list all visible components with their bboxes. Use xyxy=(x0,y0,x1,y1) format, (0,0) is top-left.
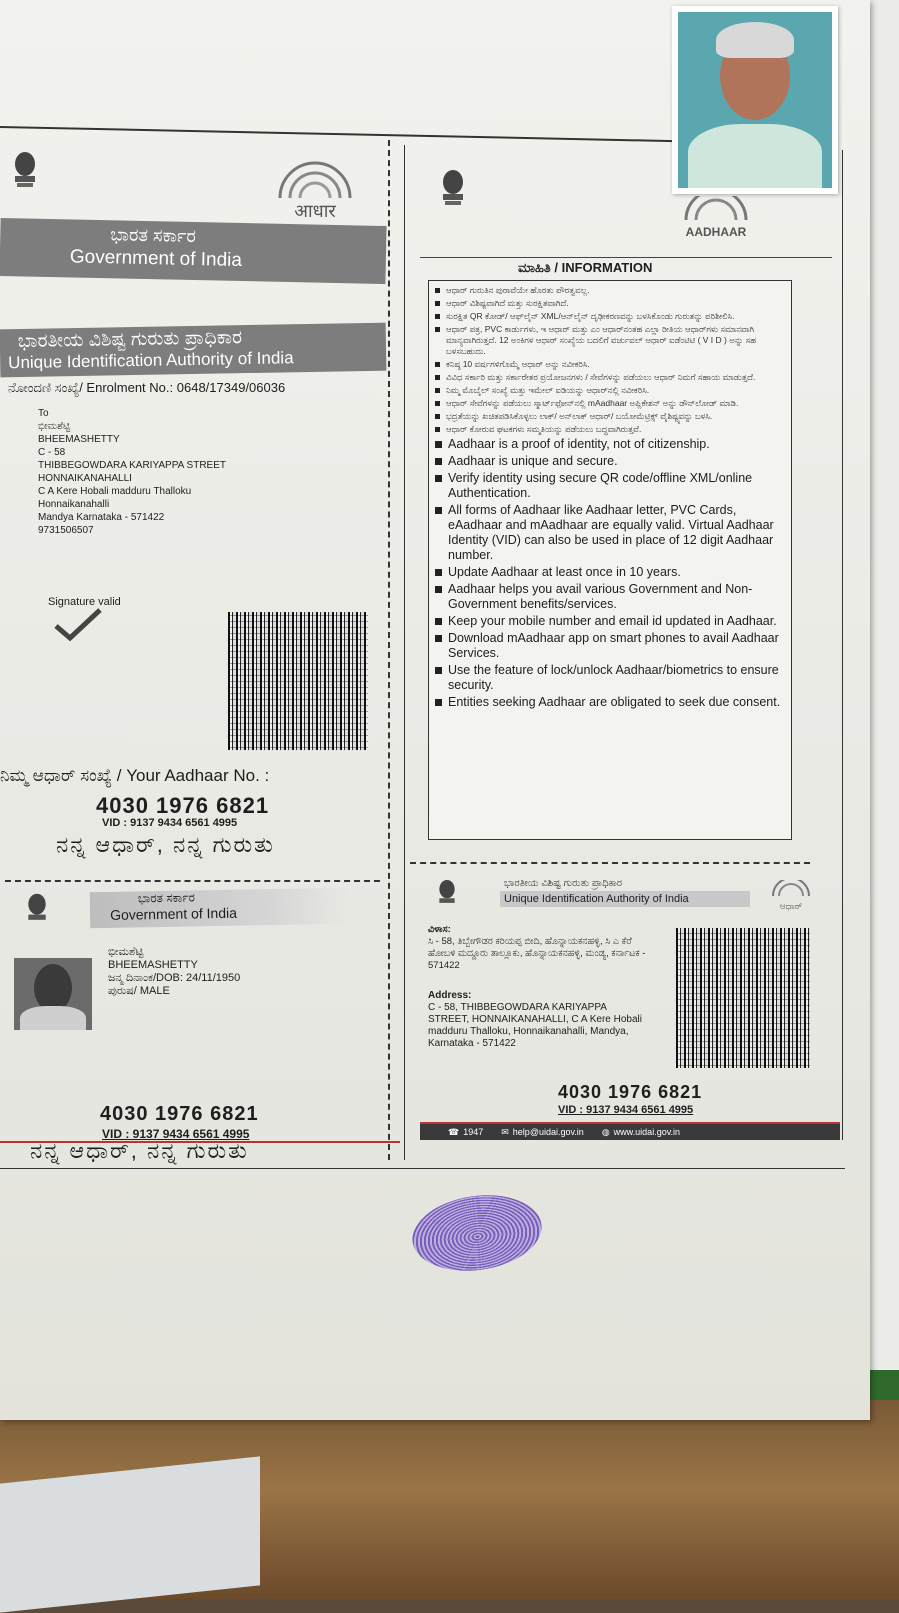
address-line: ಭೀಮಶೆಟ್ಟಿ xyxy=(38,421,71,432)
uidai-banner xyxy=(0,323,386,378)
address-kannada-label: ವಿಳಾಸ: xyxy=(428,924,451,935)
list-item: ವಿವಿಧ ಸರ್ಕಾರಿ ಮತ್ತು ಸರ್ಕಾರೇತರ ಪ್ರಯೋಜನಗಳು / ಸೇವೆಗಳನ್ನು ಪಡೆಯಲು ಆಧಾರ್ ನಿಮಗೆ ಸಹಾಯ ಮಾಡುತ್ತದೆ. xyxy=(435,372,785,383)
holder-gender: ಪುರುಷ/ MALE xyxy=(108,985,170,997)
fold-line-vertical xyxy=(388,140,390,1160)
govt-english: Government of India xyxy=(69,246,243,272)
list-item: ಭದ್ರತೆಯನ್ನು ಖಚಿತಪಡಿಸಿಕೊಳ್ಳಲು ಲಾಕ್/ ಅನ್‌ಲಾಕ್ ಆಧಾರ್/ ಬಯೋಮೆಟ್ರಿಕ್ಸ್ ವೈಶಿಷ್ಟ್ಯವನ್ನು ಬಳಸಿ. xyxy=(435,411,785,422)
list-item: Verify identity using secure QR code/offline XML/online Authentication. xyxy=(435,471,785,501)
card-tagline: ನನ್ನ ಆಧಾರ್, ನನ್ನ ಗುರುತು xyxy=(30,1138,249,1163)
contact-phone: 1947 xyxy=(463,1127,484,1137)
card-uidai-kannada: ಭಾರತೀಯ ವಿಶಿಷ್ಟ ಗುರುತು ಪ್ರಾಧಿಕಾರ xyxy=(504,878,623,889)
holder-name-kannada: ಭೀಮಶೆಟ್ಟಿ xyxy=(108,946,144,958)
address-kannada-text: ಸಿ - 58, ತಿಬ್ಬೇಗೌಡರ ಕರಿಯಪ್ಪ ಬೀದಿ, ಹೊನ್ನಾಯಕನಹಳ್ಳಿ, ಸಿ ಎ ಕೆರೆ ಹೋಬಳಿ ಮದ್ದೂರು ತಾಲ್ಲೂಕು, ಹೊನ್ನಾಯಕನಹಳ್ಳಿ, ಮಂಡ್ಯ, ಕರ್ನಾಟಕ - 571422 xyxy=(428,936,646,971)
holder-dob: ಜನ್ಮ ದಿನಾಂಕ/DOB: 24/11/1950 xyxy=(108,972,241,984)
list-item: ಆಧಾರ್ ಗುರುತಿನ ಪುರಾವೆಯೇ ಹೊರತು ಪೌರತ್ವವಲ್ಲ. xyxy=(435,285,785,296)
aadhaar-logo-icon xyxy=(270,160,360,220)
card-contact-bar xyxy=(420,1122,840,1140)
tagline: ನನ್ನ ಆಧಾರ್, ನನ್ನ ಗುರುತು xyxy=(56,832,275,857)
holder-name: BHEEMASHETTY xyxy=(108,959,198,971)
list-item: ನಿಮ್ಮ ಮೊಬೈಲ್ ಸಂಖ್ಯೆ ಮತ್ತು ಇಮೇಲ್ ಐಡಿಯನ್ನು ಆಧಾರ್‌ನಲ್ಲಿ ನವೀಕರಿಸಿ. xyxy=(435,385,785,396)
cloth xyxy=(0,1456,260,1612)
list-item: Aadhaar is unique and secure. xyxy=(435,454,785,469)
portrait-photo xyxy=(678,12,832,188)
card-uidai-english: Unique Identification Authority of India xyxy=(500,891,750,907)
kannada-points xyxy=(435,285,785,435)
english-points xyxy=(435,437,785,710)
qr-code xyxy=(228,612,368,750)
card-govt-kannada: ಭಾರತ ಸರ್ಕಾರ xyxy=(137,890,195,906)
cut-line-left xyxy=(5,880,380,882)
card-logo-text: ಆಧಾರ್ xyxy=(779,901,803,911)
list-item: Aadhaar is a proof of identity, not of citizenship. xyxy=(435,437,785,452)
card-aadhaar-number: 4030 1976 6821 xyxy=(100,1103,259,1125)
contact-email: help@uidai.gov.in xyxy=(512,1127,584,1137)
contact-website: www.uidai.gov.in xyxy=(613,1127,681,1137)
checkmark-icon xyxy=(48,608,108,642)
signature-block xyxy=(48,596,168,647)
address-line: C A Kere Hobali madduru Thalloku xyxy=(38,486,192,497)
list-item: All forms of Aadhaar like Aadhaar letter, PVC Cards, eAadhaar and mAadhaar are equally valid. Virtual Aadhaar Identity (VID) can also be used in place of 12 digit Aadhaar number. xyxy=(435,503,785,563)
card-uidai-header xyxy=(500,878,750,907)
ashoka-emblem-icon xyxy=(434,878,468,924)
list-item: Keep your mobile number and email id updated in Aadhaar. xyxy=(435,614,785,629)
card-aadhaar-logo-icon xyxy=(766,880,816,912)
photo-print xyxy=(672,6,838,194)
govt-kannada: ಭಾರತ ಸರ್ಕಾರ xyxy=(110,224,197,247)
aadhaar-logo-text: आधार xyxy=(294,201,336,221)
uidai-english: Unique Identification Authority of India xyxy=(8,348,294,373)
card-govt-english: Government of India xyxy=(109,904,238,923)
enrolment-number xyxy=(8,380,388,396)
recipient-address xyxy=(38,407,278,537)
aadhaar-number: 4030 1976 6821 xyxy=(96,793,270,818)
card-govt-banner xyxy=(90,888,351,929)
list-item: ಸುರಕ್ಷಿತ QR ಕೋಡ್/ ಆಫ್‌ಲೈನ್ XML/ಆನ್‌ಲೈನ್ ದೃಢೀಕರಣವನ್ನು ಬಳಸಿಕೊಂಡು ಗುರುತನ್ನು ಪರಿಶೀಲಿಸಿ. xyxy=(435,311,785,322)
divider-line xyxy=(404,145,405,1160)
card-address-english xyxy=(428,990,648,1050)
enrolment-value: 0648/17349/06036 xyxy=(176,380,286,395)
your-aadhaar-label: ನಿಮ್ಮ ಆಧಾರ್ ಸಂಖ್ಯೆ / Your Aadhaar No. : xyxy=(0,766,270,785)
card-back-vid-number: VID : 9137 9434 6561 4995 xyxy=(558,1104,694,1116)
card-holder-details xyxy=(108,946,240,998)
list-item: ಆಧಾರ್ ಸೇವೆಗಳನ್ನು ಪಡೆಯಲು ಸ್ಮಾರ್ಟ್‌ಫೋನ್‌ನಲ್ಲಿ mAadhaar ಅಪ್ಲಿಕೇಶನ್ ಅನ್ನು ಡೌನ್‌ಲೋಡ್ ಮಾಡಿ. xyxy=(435,398,785,409)
card-address-kannada xyxy=(428,924,660,972)
list-item: ಕನಿಷ್ಠ 10 ವರ್ಷಗಳಿಗೊಮ್ಮೆ ಆಧಾರ್ ಅನ್ನು ನವೀಕರಿಸಿ. xyxy=(435,359,785,370)
vid-number: VID : 9137 9434 6561 4995 xyxy=(102,817,238,829)
govt-banner xyxy=(0,218,387,284)
list-item: Download mAadhaar app on smart phones to avail Aadhaar Services. xyxy=(435,631,785,661)
phone-icon: ☎ xyxy=(448,1126,460,1137)
info-rule xyxy=(420,245,832,258)
address-line: BHEEMASHETTY xyxy=(38,434,120,445)
ashoka-emblem-icon xyxy=(436,168,470,214)
address-label: Address: xyxy=(428,990,472,1001)
list-item: ಆಧಾರ್ ವಿಶಿಷ್ಟವಾಗಿದೆ ಮತ್ತು ಸುರಕ್ಷಿತವಾಗಿದೆ. xyxy=(435,298,785,309)
address-line: 9731506507 xyxy=(38,525,94,536)
cut-line-right xyxy=(410,862,810,864)
frame-right-line xyxy=(842,150,843,1140)
uidai-kannada: ಭಾರತೀಯ ವಿಶಿಷ್ಟ ಗುರುತು ಪ್ರಾಧಿಕಾರ xyxy=(17,327,243,353)
address-line: Honnaikanahalli xyxy=(38,499,110,510)
signature-label: Signature valid xyxy=(48,596,121,608)
information-box xyxy=(428,280,792,840)
card-back-aadhaar-number: 4030 1976 6821 xyxy=(558,1082,703,1102)
list-item: Entities seeking Aadhaar are obligated to seek due consent. xyxy=(435,695,785,710)
list-item: ಆಧಾರ್ ಪತ್ರ, PVC ಕಾರ್ಡುಗಳು, ಇ ಆಧಾರ್ ಮತ್ತು ಎಂ ಆಧಾರ್‌ನಂತಹ ಎಲ್ಲಾ ರೀತಿಯ ಆಧಾರ್‌ಗಳು ಸಮಾನವಾಗಿ ಮಾನ್ಯವಾಗಿರುತ್ತದೆ. 12 ಅಂಕಿಗಳ ಆಧಾರ್ ಸಂಖ್ಯೆಯ ಬದಲಿಗೆ ವರ್ಚುವಲ್ ಆಧಾರ್ ಐಡೆಂಟಿಟಿ ( V I D ) ಅನ್ನು ಸಹ ಬಳಸಬಹುದು. xyxy=(435,324,785,357)
address-line: THIBBEGOWDARA KARIYAPPA STREET xyxy=(38,460,227,471)
enrolment-label: ನೋಂದಣಿ ಸಂಖ್ಯೆ/ Enrolment No.: xyxy=(8,380,174,395)
card-vid-number: VID : 9137 9434 6561 4995 xyxy=(102,1127,250,1141)
ashoka-emblem-icon xyxy=(8,150,42,196)
frame-bottom-line xyxy=(0,1168,845,1169)
list-item: Update Aadhaar at least once in 10 years. xyxy=(435,565,785,580)
email-icon: ✉ xyxy=(501,1126,509,1137)
ashoka-emblem-icon xyxy=(22,892,56,938)
globe-icon: ◍ xyxy=(601,1126,610,1137)
address-text: C - 58, THIBBEGOWDARA KARIYAPPA STREET, HONNAIKANAHALLI, C A Kere Hobali madduru Thalloku, Honnaikanahalli, Mandya, Karnataka - 571422 xyxy=(428,1002,642,1049)
list-item: Use the feature of lock/unlock Aadhaar/biometrics to ensure security. xyxy=(435,663,785,693)
aadhaar-logo-text: AADHAAR xyxy=(685,225,747,239)
address-line: To xyxy=(38,408,49,419)
address-line: HONNAIKANAHALLI xyxy=(38,473,132,484)
address-line: Mandya Karnataka - 571422 xyxy=(38,512,165,523)
list-item: Aadhaar helps you avail various Government and Non- Government benefits/services. xyxy=(435,582,785,612)
aadhaar-logo-icon xyxy=(676,196,756,239)
card-photo xyxy=(14,958,92,1030)
list-item: ಆಧಾರ್ ಕೋರುವ ಘಟಕಗಳು ಸಮ್ಮತಿಯನ್ನು ಪಡೆಯಲು ಬದ್ಧವಾಗಿರುತ್ತವೆ. xyxy=(435,424,785,435)
info-heading: ಮಾಹಿತಿ / INFORMATION xyxy=(518,260,653,275)
address-line: C - 58 xyxy=(38,447,66,458)
card-qr-code xyxy=(676,928,810,1068)
